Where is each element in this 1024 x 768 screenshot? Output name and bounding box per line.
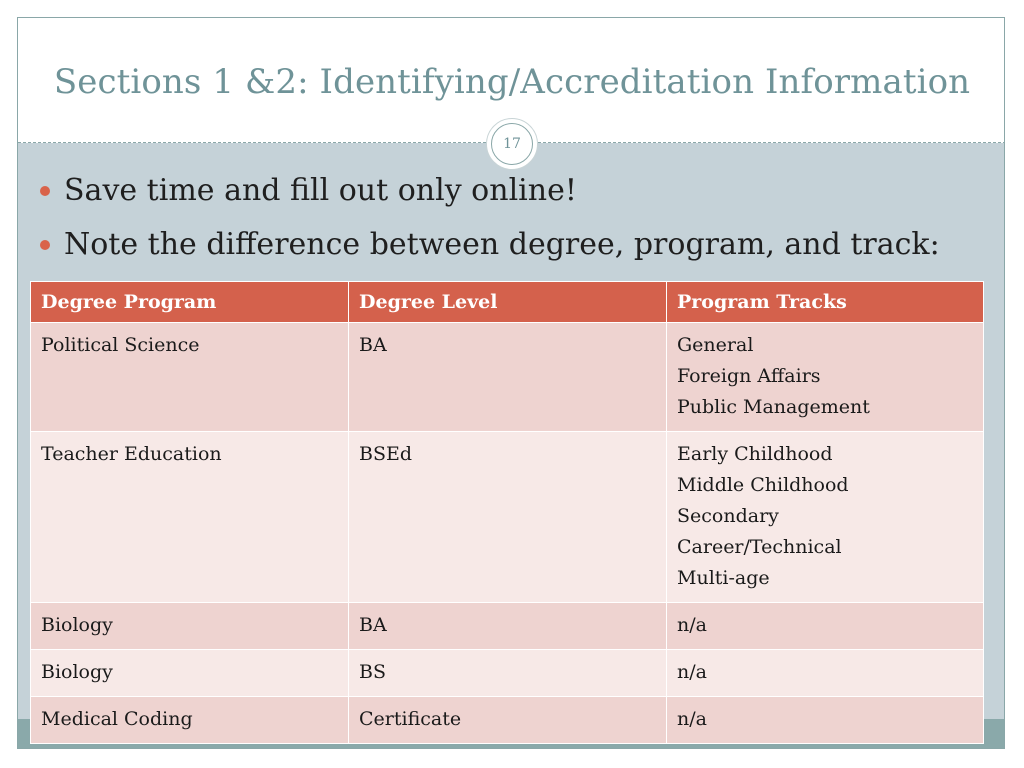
table-row xyxy=(31,603,984,650)
column-header-program-tracks: Program Tracks xyxy=(667,282,984,323)
column-header-degree-level: Degree Level xyxy=(349,282,667,323)
table-row xyxy=(31,432,984,603)
bullet-text: Note the difference between degree, program, and track: xyxy=(64,227,940,262)
cell-degree-program: Teacher Education xyxy=(31,432,349,603)
cell-degree-level: Certificate xyxy=(349,697,667,744)
page-number-badge xyxy=(486,118,538,170)
cell-degree-level: BSEd xyxy=(349,432,667,603)
cell-program-tracks xyxy=(667,650,984,697)
track-item: Career/Technical xyxy=(677,536,842,558)
table-row xyxy=(31,650,984,697)
cell-program-tracks xyxy=(667,603,984,650)
page-number: 17 xyxy=(491,123,533,165)
degree-table xyxy=(30,281,984,744)
track-item: n/a xyxy=(677,708,707,730)
cell-program-tracks xyxy=(667,432,984,603)
slide-title: Sections 1 &2: Identifying/Accreditation Information xyxy=(53,62,971,102)
track-item: General xyxy=(677,334,754,356)
track-item: Secondary xyxy=(677,505,779,527)
bullet-dot-icon xyxy=(40,240,50,250)
bullet-item xyxy=(36,168,996,222)
cell-program-tracks xyxy=(667,697,984,744)
slide xyxy=(17,17,1005,749)
track-item: Multi-age xyxy=(677,567,770,589)
track-item: n/a xyxy=(677,614,707,636)
bullet-item xyxy=(36,222,996,276)
track-item: Early Childhood xyxy=(677,443,833,465)
cell-degree-program: Political Science xyxy=(31,323,349,432)
table-row xyxy=(31,323,984,432)
cell-degree-program: Medical Coding xyxy=(31,697,349,744)
bullet-text: Save time and fill out only online! xyxy=(64,173,577,208)
table-row xyxy=(31,697,984,744)
track-item: n/a xyxy=(677,661,707,683)
cell-degree-level: BA xyxy=(349,603,667,650)
column-header-degree-program: Degree Program xyxy=(31,282,349,323)
bullet-dot-icon xyxy=(40,186,50,196)
cell-degree-program: Biology xyxy=(31,603,349,650)
cell-program-tracks xyxy=(667,323,984,432)
track-item: Foreign Affairs xyxy=(677,365,821,387)
track-item: Middle Childhood xyxy=(677,474,849,496)
track-item: Public Management xyxy=(677,396,870,418)
bullet-list xyxy=(36,168,996,276)
table-header-row xyxy=(31,282,984,323)
cell-degree-program: Biology xyxy=(31,650,349,697)
cell-degree-level: BA xyxy=(349,323,667,432)
cell-degree-level: BS xyxy=(349,650,667,697)
